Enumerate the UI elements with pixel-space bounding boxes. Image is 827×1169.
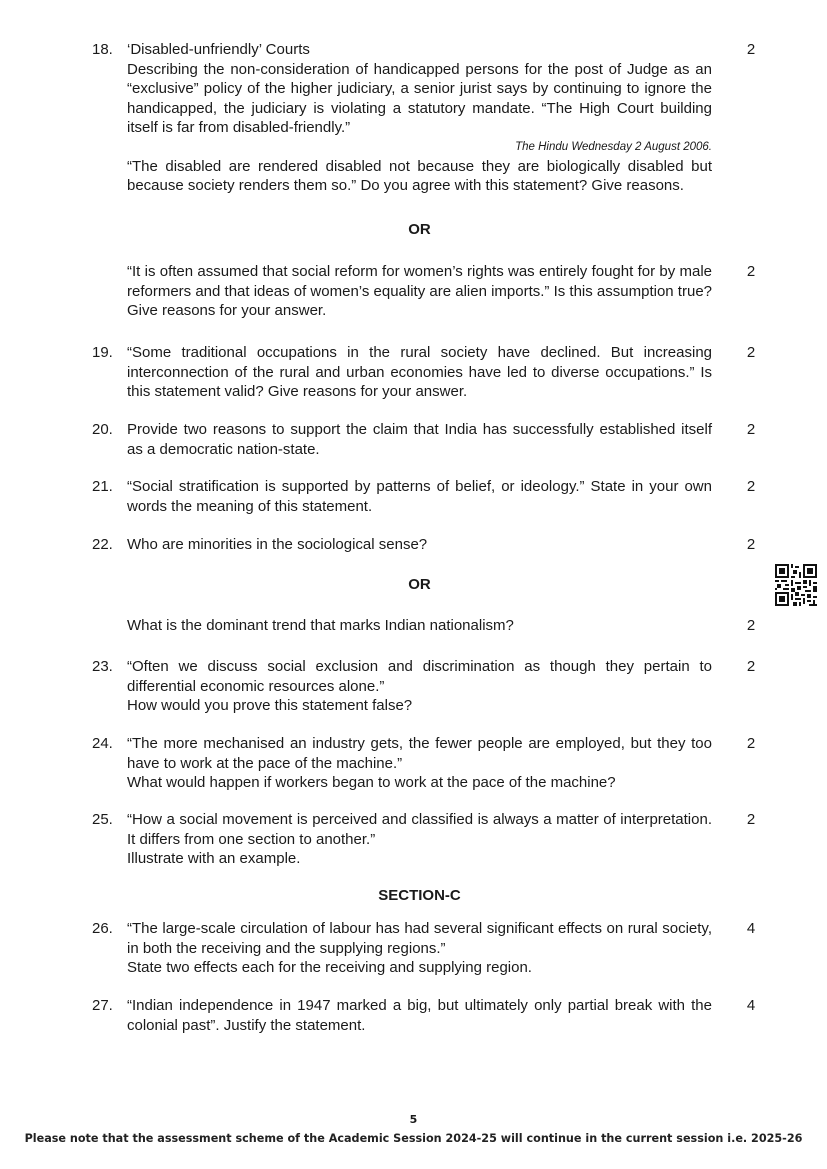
page-number: 5 [409,1113,418,1126]
question-prompt: How would you prove this statement false? [127,697,413,714]
section-c-heading: SECTION-C [378,887,461,904]
question-marks: 2 [746,478,756,495]
question-quote: “Often we discuss social exclusion and discrimination as though they pertain to differential economic resources alone.” [127,658,712,695]
qr-code-icon [775,564,817,606]
question-body [127,734,712,793]
question-body [127,919,712,978]
question-marks: 2 [746,658,756,675]
question-marks: 2 [746,344,756,361]
question-number: 20. [92,421,113,438]
question-number: 24. [92,735,113,752]
question-body [127,810,712,869]
question-marks: 2 [746,41,756,58]
question-body [127,40,712,196]
question-body: Provide two reasons to support the claim that India has successfully established itself as a democratic nation-state. [127,421,712,458]
question-number: 21. [92,478,113,495]
footer-note: Please note that the assessment scheme of the Academic Session 2024-25 will continue in the current session i.e. 2025-26 [24,1132,803,1145]
passage-source: The Hindu Wednesday 2 August 2006. [515,140,712,153]
question-body: What is the dominant trend that marks Indian nationalism? [127,617,514,634]
question-marks: 2 [746,421,756,438]
question-body: “Social stratification is supported by patterns of belief, or ideology.” State in your own words the meaning of this statement. [127,478,712,515]
question-number: 25. [92,811,113,828]
question-quote: “The large-scale circulation of labour has had several significant effects on rural society, in both the receiving and the supplying regions.” [127,920,712,957]
question-title: ‘Disabled-unfriendly’ Courts [127,41,310,58]
question-number: 26. [92,920,113,937]
question-marks: 2 [746,617,756,634]
question-number: 19. [92,344,113,361]
question-marks: 2 [746,735,756,752]
question-marks: 2 [746,536,756,553]
question-text: “The disabled are rendered disabled not because they are biologically disabled but because society renders them so.” Do you agree with this statement? Give reasons. [127,157,712,194]
question-prompt: State two effects each for the receiving and supplying region. [127,959,532,976]
or-divider: OR [408,221,431,238]
question-number: 23. [92,658,113,675]
question-number: 18. [92,41,113,58]
question-marks: 2 [746,811,756,828]
question-quote: “How a social movement is perceived and classified is always a matter of interpretation. It differs from one section to another.” [127,811,712,848]
question-passage: Describing the non-consideration of handicapped persons for the post of Judge as an “exclusive” policy of the higher judiciary, a senior jurist says by continuing to ignore the handicapped, the judiciary is violating a statutory mandate. “The High Court building itself is far from disabled-friendly.” [127,60,712,136]
question-prompt: Illustrate with an example. [127,850,301,867]
question-body: “It is often assumed that social reform for women’s rights was entirely fought for by male reformers and that ideas of women’s equality are alien imports.” Is this assumption true? Give reasons for your answer. [127,263,712,319]
question-body: “Indian independence in 1947 marked a big, but ultimately only partial break with the colonial past”. Justify the statement. [127,997,712,1034]
question-body [127,657,712,716]
question-marks: 4 [746,920,756,937]
or-divider: OR [408,576,431,593]
question-prompt: What would happen if workers began to work at the pace of the machine? [127,774,616,791]
question-number: 22. [92,536,113,553]
question-marks: 2 [746,263,756,280]
question-number: 27. [92,997,113,1014]
question-marks: 4 [746,997,756,1014]
question-body: Who are minorities in the sociological sense? [127,536,428,553]
question-quote: “The more mechanised an industry gets, the fewer people are employed, but they too have to work at the pace of the machine.” [127,735,712,772]
question-body: “Some traditional occupations in the rural society have declined. But increasing interconnection of the rural and urban economies have led to diverse occupations.” Is this statement valid? Give reasons for your answer. [127,344,712,400]
